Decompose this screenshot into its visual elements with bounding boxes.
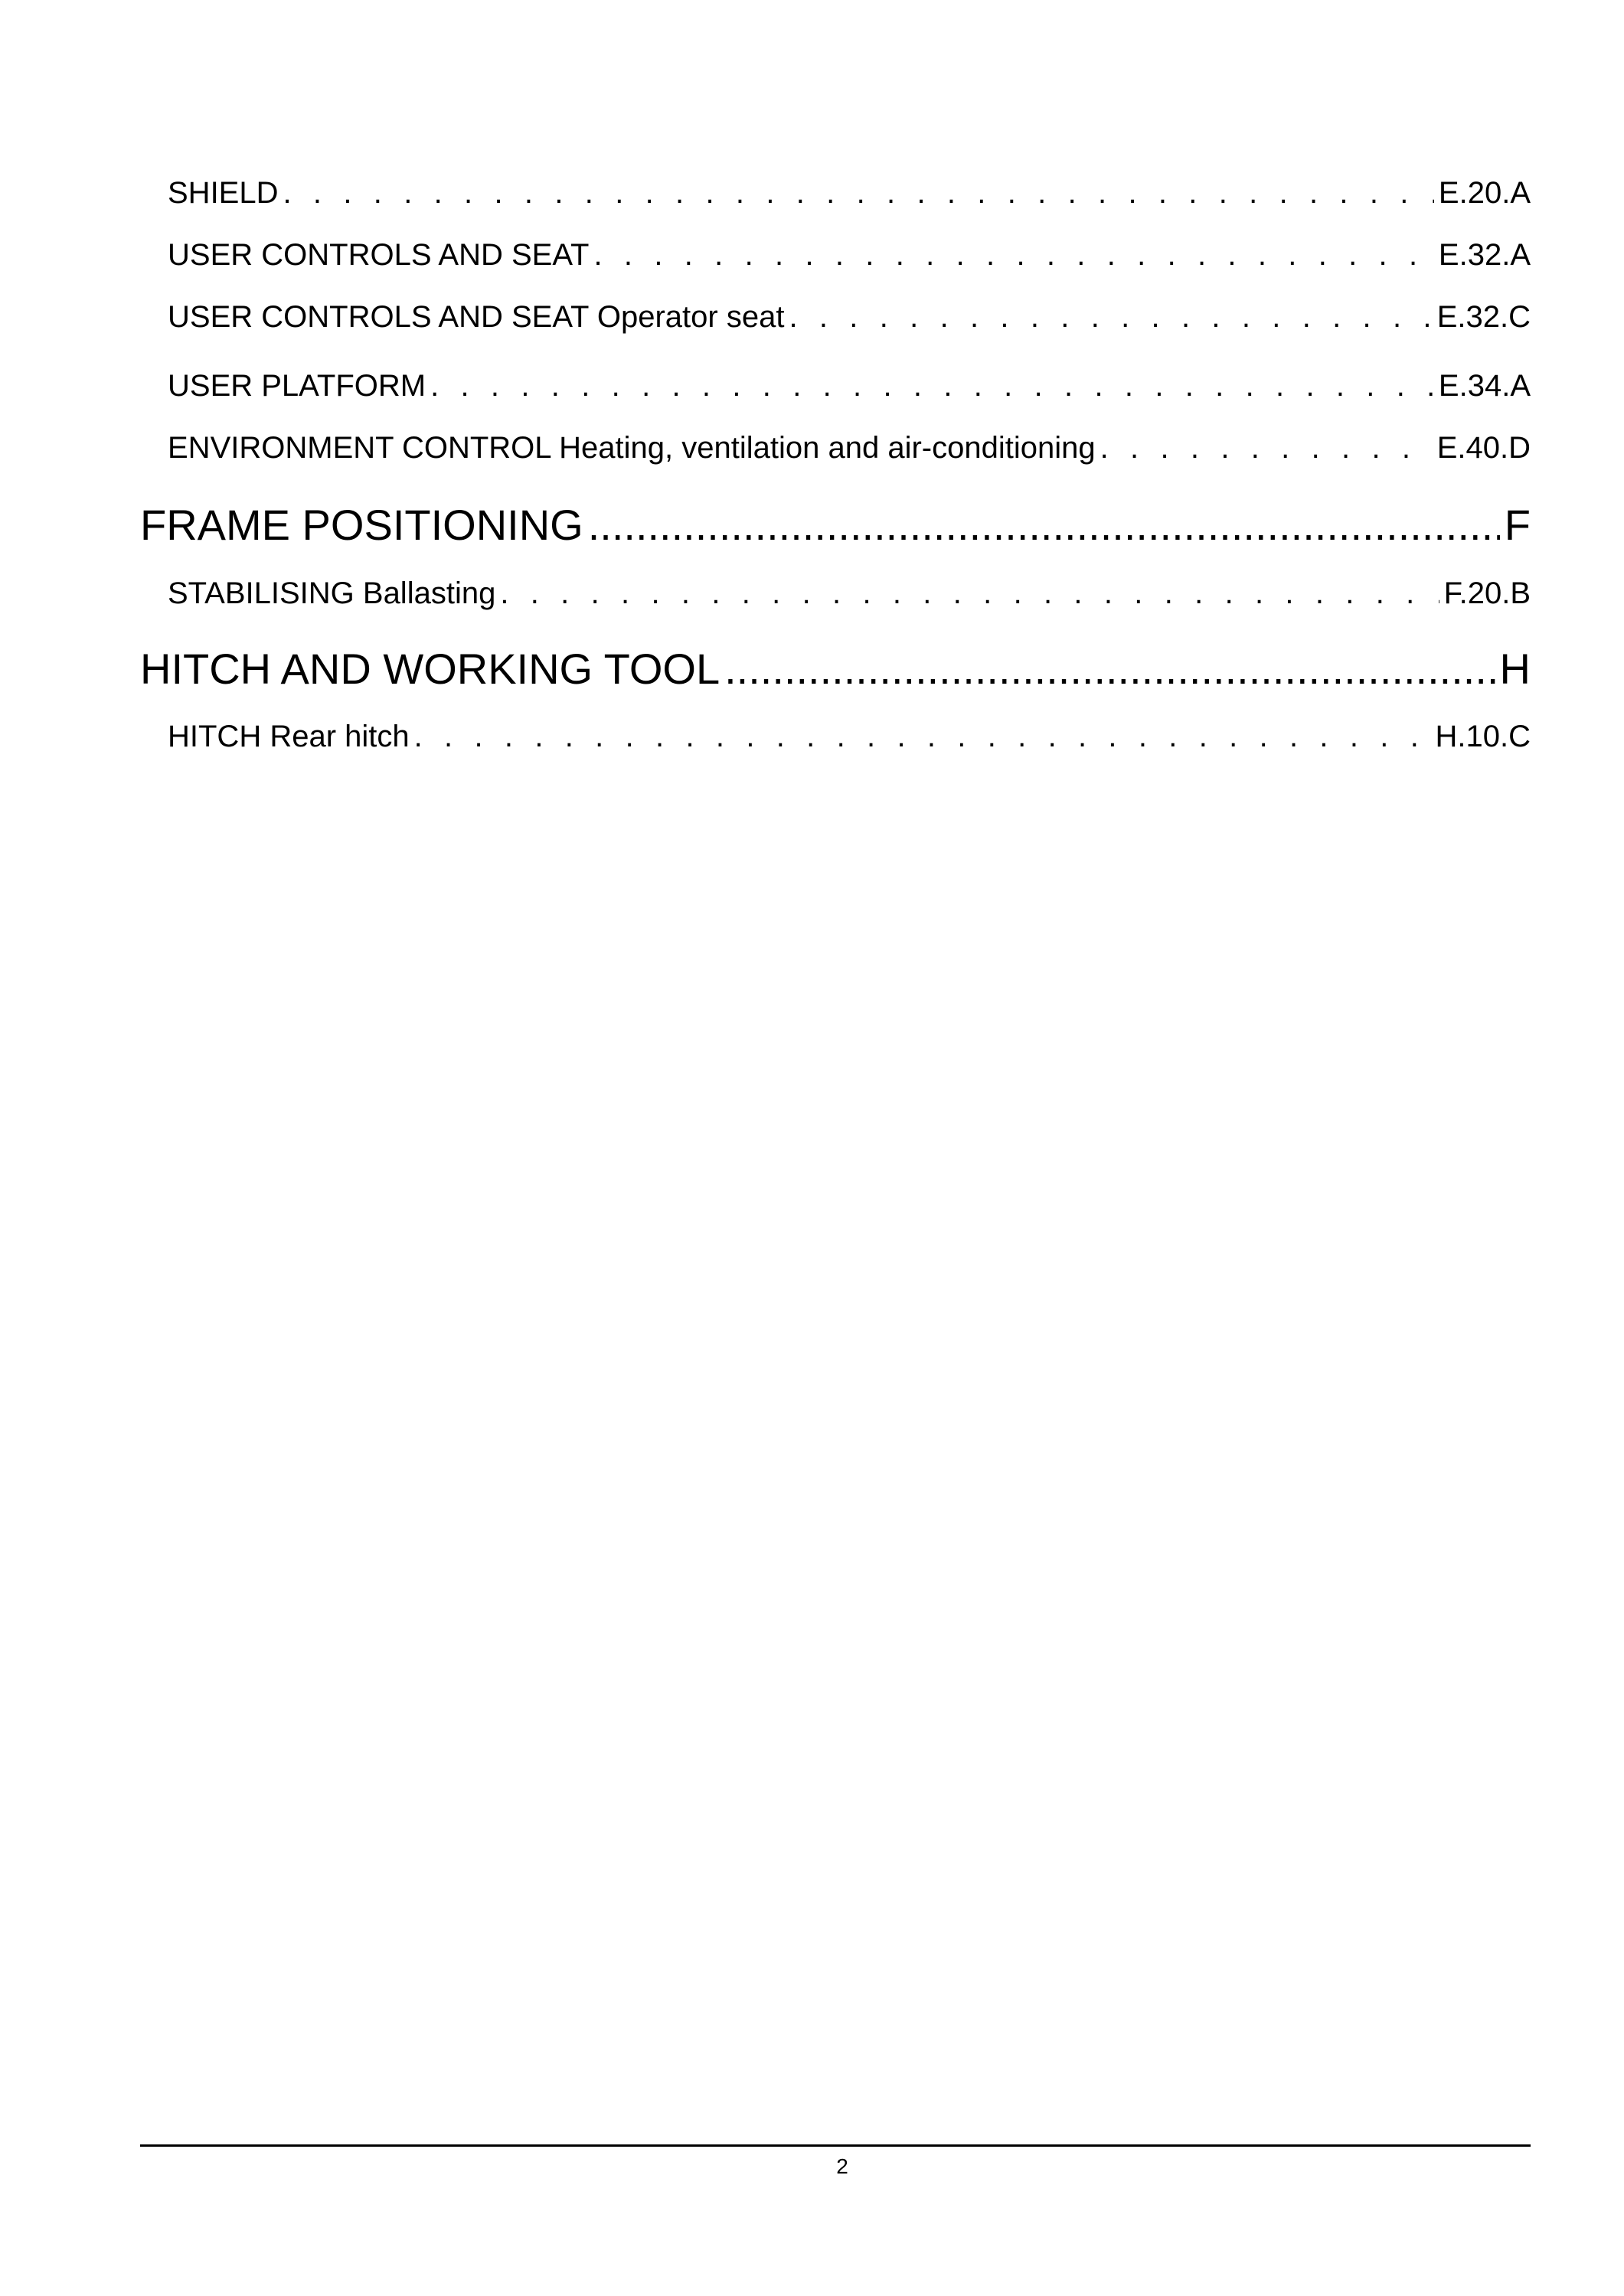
page-number: 2 [836, 2154, 848, 2178]
toc-entry-stabilising-ballasting[interactable] [168, 576, 1531, 618]
dot-leader [789, 300, 1432, 335]
toc-entry-ref: E.20.A [1438, 176, 1531, 210]
toc-entry-ref: E.32.A [1438, 238, 1531, 272]
toc-entry-ref: F.20.B [1443, 576, 1531, 610]
dot-leader [283, 176, 1434, 211]
toc-entry-label: USER CONTROLS AND SEAT Operator seat [168, 300, 785, 334]
toc-section-title: HITCH AND WORKING TOOL [140, 645, 721, 693]
toc-entry-operator-seat[interactable] [168, 300, 1531, 341]
toc-entry-ref: E.34.A [1438, 369, 1531, 403]
toc-section-title: FRAME POSITIONING [140, 501, 583, 549]
toc-entry-ref: H.10.C [1435, 720, 1531, 753]
toc-entry-environment-control[interactable] [168, 431, 1531, 472]
toc-section-frame-positioning[interactable] [140, 500, 1531, 557]
dot-leader [500, 576, 1439, 611]
toc-entry-label: STABILISING Ballasting [168, 576, 496, 610]
dot-leader [593, 238, 1433, 273]
dot-leader [1100, 431, 1433, 465]
toc-section-ref: F [1504, 501, 1531, 549]
toc-entry-user-platform[interactable] [168, 369, 1531, 410]
toc-section-hitch-and-working-tool[interactable] [140, 644, 1531, 701]
dot-leader [588, 500, 1500, 550]
toc-section-ref: H [1499, 645, 1531, 693]
toc-entry-ref: E.40.D [1436, 431, 1531, 465]
dot-leader [724, 644, 1495, 694]
toc-entry-label: HITCH Rear hitch [168, 720, 410, 753]
dot-leader [414, 720, 1431, 754]
toc-entry-user-controls-and-seat[interactable] [168, 238, 1531, 279]
toc-entry-label: ENVIRONMENT CONTROL Heating, ventilation and air-conditioning [168, 431, 1096, 465]
toc-entry-label: SHIELD [168, 176, 279, 210]
toc-entry-shield[interactable] [168, 176, 1531, 217]
toc-entry-ref: E.32.C [1436, 300, 1531, 334]
footer-divider [140, 2144, 1531, 2147]
toc-entry-rear-hitch[interactable] [168, 720, 1531, 761]
dot-leader [430, 369, 1434, 403]
toc-entry-label: USER CONTROLS AND SEAT [168, 238, 590, 272]
toc-entry-label: USER PLATFORM [168, 369, 426, 403]
